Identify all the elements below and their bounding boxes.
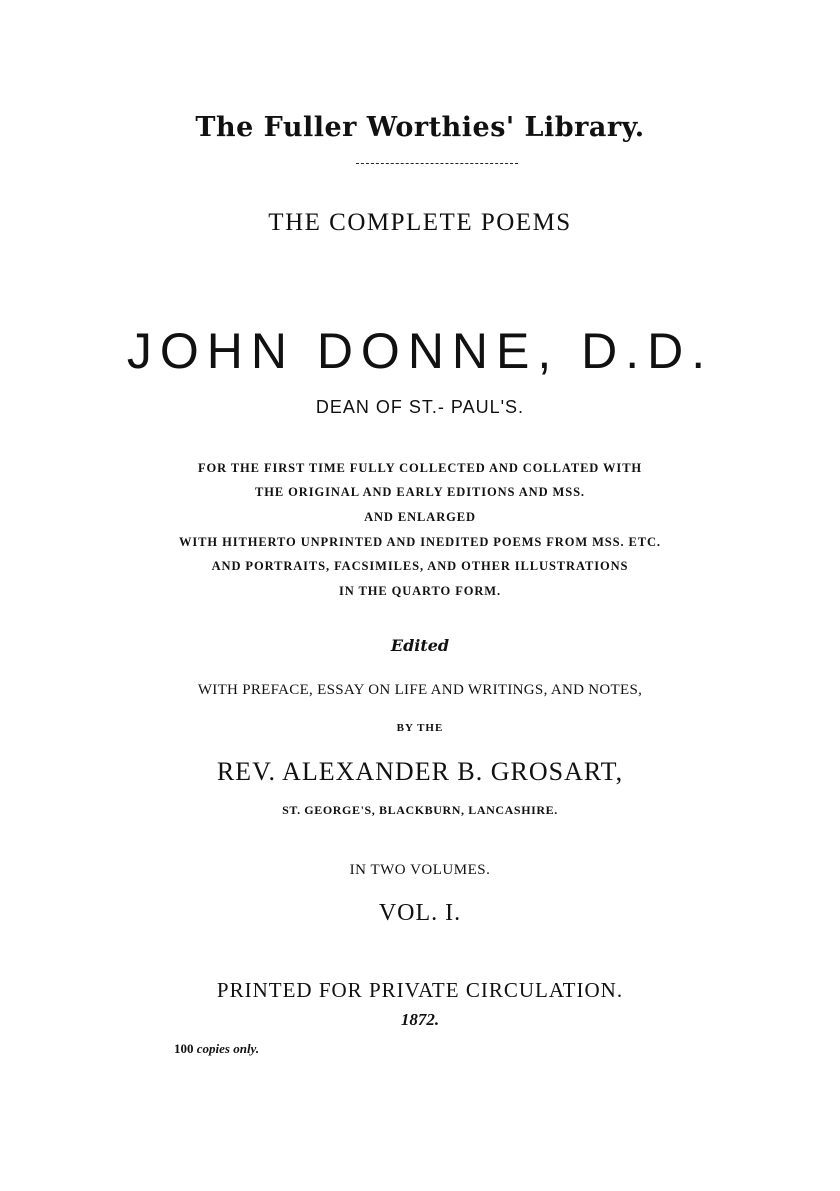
description-line: IN THE QUARTO FORM. — [338, 584, 502, 598]
copies-text: copies only. — [196, 1041, 260, 1056]
description-line: AND ENLARGED — [364, 510, 476, 524]
edited-label: Edited — [390, 636, 450, 655]
copies-number: 100 — [174, 1041, 194, 1056]
work-title: THE COMPLETE POEMS — [268, 209, 572, 236]
publication-year: 1872. — [400, 1010, 440, 1029]
divider-rule — [356, 163, 518, 165]
editor-name: REV. ALEXANDER B. GROSART, — [216, 757, 624, 786]
copies-note — [174, 1041, 259, 1057]
author-name: JOHN DONNE, D.D. — [126, 323, 714, 379]
editor-place: ST. GEORGE'S, BLACKBURN, LANCASHIRE. — [282, 803, 558, 817]
description-line: FOR THE FIRST TIME FULLY COLLECTED AND COLLATED WITH — [197, 461, 643, 475]
series-title: The Fuller Worthies' Library. — [195, 112, 645, 143]
description-line: WITH HITHERTO UNPRINTED AND INEDITED POEMS FROM MSS. ETC. — [179, 535, 661, 549]
edited-with-text: WITH PREFACE, ESSAY ON LIFE AND WRITINGS, AND NOTES, — [197, 682, 643, 698]
printed-for: PRINTED FOR PRIVATE CIRCULATION. — [216, 978, 624, 1002]
volume-number: VOL. I. — [378, 900, 462, 926]
volumes-note: IN TWO VOLUMES. — [349, 862, 491, 878]
description-line: THE ORIGINAL AND EARLY EDITIONS AND MSS. — [255, 485, 585, 499]
author-office: DEAN OF ST.- PAUL'S. — [315, 397, 525, 417]
by-the-label: BY THE — [396, 722, 444, 734]
description-line: AND PORTRAITS, FACSIMILES, AND OTHER ILLUSTRATIONS — [211, 559, 629, 573]
